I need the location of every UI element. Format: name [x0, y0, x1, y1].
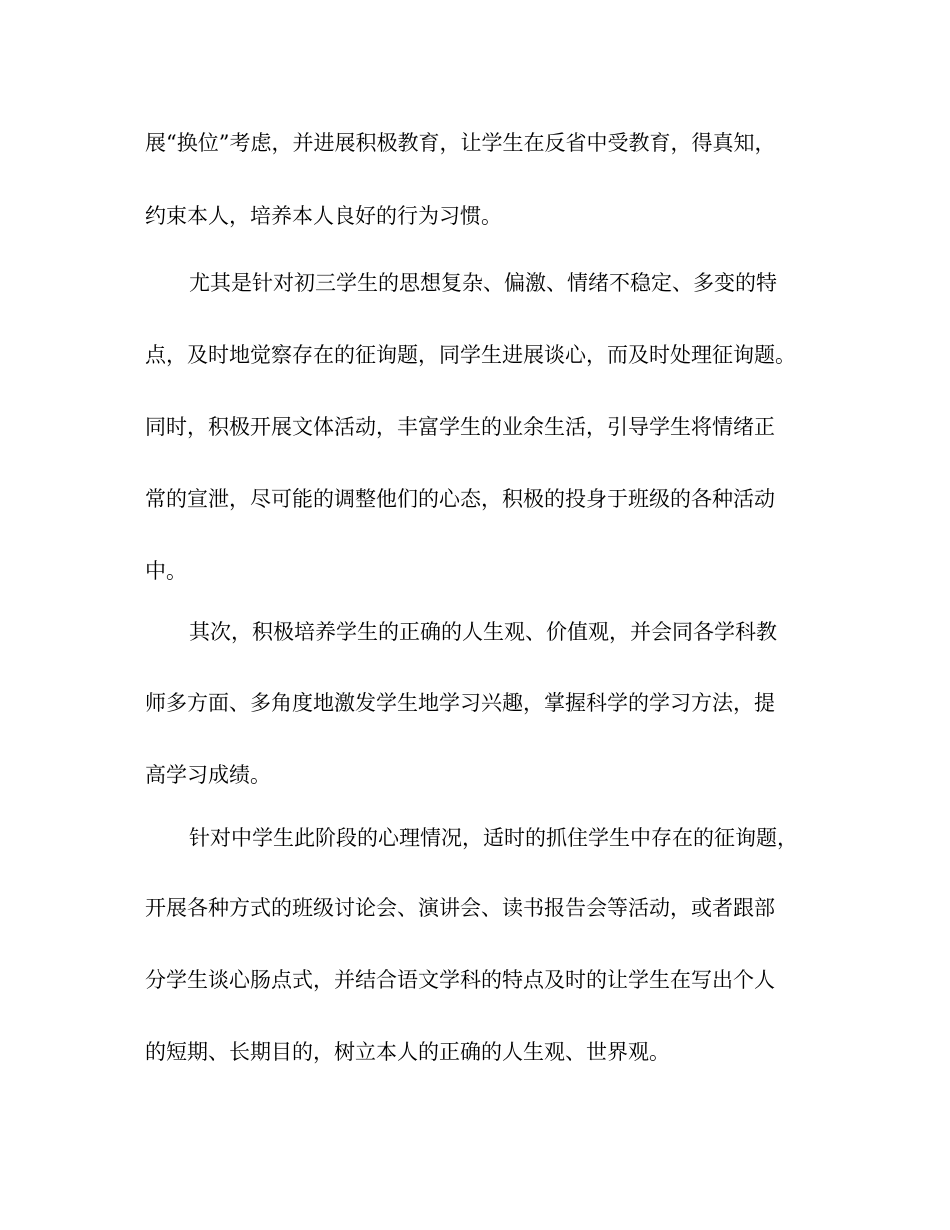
paragraph-start-line: 针对中学生此阶段的心理情况，适时的抓住学生中存在的征询题，	[189, 826, 798, 850]
text-line: 展“换位”考虑，并进展积极教育，让学生在反省中受教育，得真知，	[145, 131, 776, 155]
text-line: 中。	[145, 559, 187, 583]
text-line: 分学生谈心肠点式，并结合语文学科的特点及时的让学生在写出个人	[145, 968, 775, 992]
text-line: 的短期、长期目的，树立本人的正确的人生观、世界观。	[145, 1040, 670, 1064]
text-line: 点，及时地觉察存在的征询题，同学生进展谈心，而及时处理征询题。	[145, 343, 796, 367]
text-line: 约束本人，培养本人良好的行为习惯。	[145, 204, 502, 228]
text-line: 高学习成绩。	[145, 763, 271, 787]
text-line: 常的宣泄，尽可能的调整他们的心态，积极的投身于班级的各种活动	[145, 487, 775, 511]
paragraph-start-line: 其次，积极培养学生的正确的人生观、价值观，并会同各学科教	[189, 620, 777, 644]
paragraph-start-line: 尤其是针对初三学生的思想复杂、偏激、情绪不稳定、多变的特	[189, 271, 777, 295]
text-line: 同时，积极开展文体活动，丰富学生的业余生活，引导学生将情绪正	[145, 415, 775, 439]
text-line: 开展各种方式的班级讨论会、演讲会、读书报告会等活动，或者跟部	[145, 896, 775, 920]
text-line: 师多方面、多角度地激发学生地学习兴趣，掌握科学的学习方法，提	[145, 691, 775, 715]
